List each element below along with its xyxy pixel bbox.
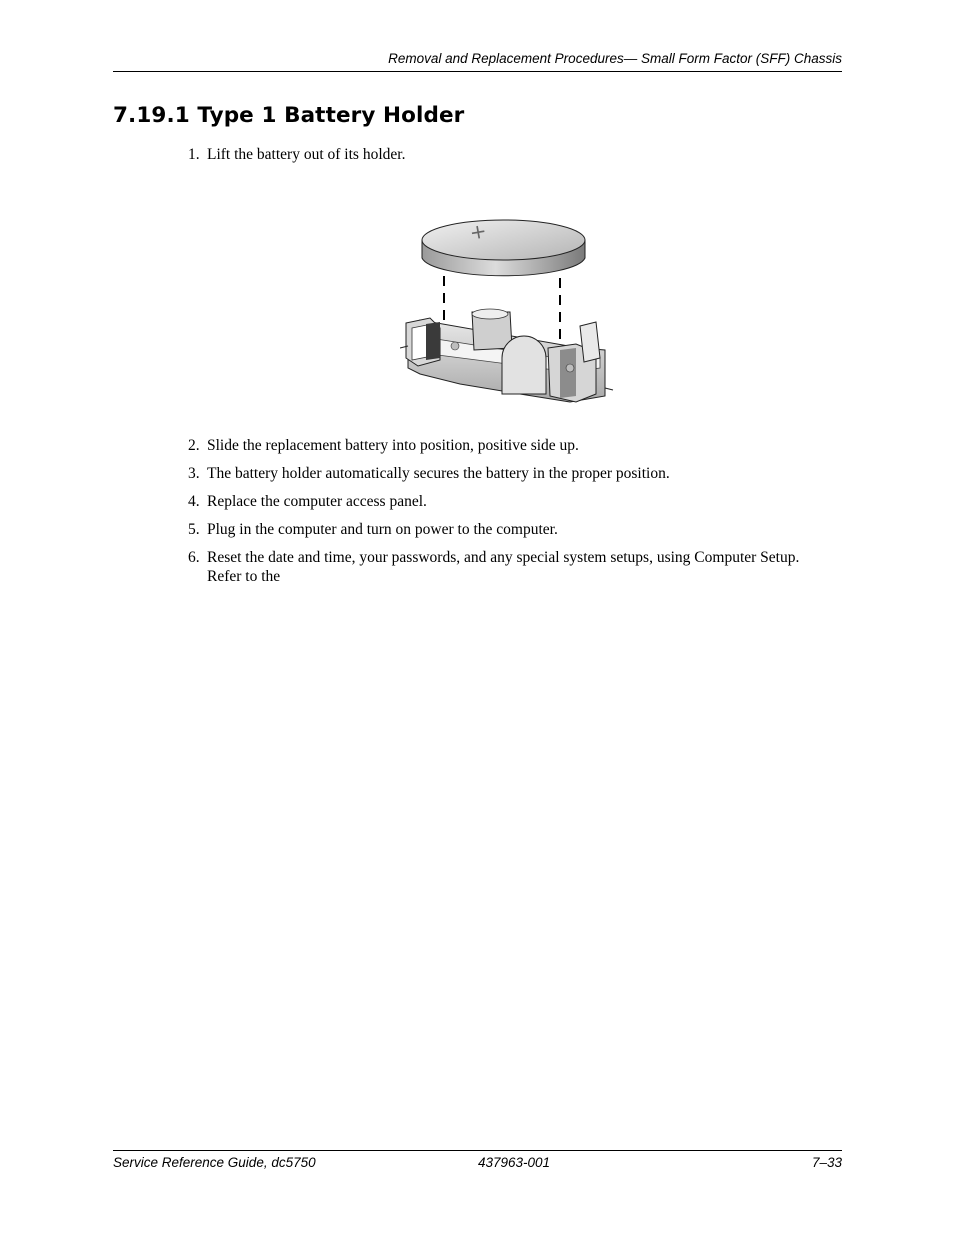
step-text: Reset the date and time, your passwords, and any special system setups, using Computer Setup. Refer to the bbox=[207, 549, 800, 585]
header-rule bbox=[113, 71, 842, 72]
step-number: 6. bbox=[188, 549, 200, 566]
battery-holder-drawing bbox=[400, 218, 615, 408]
step-number: 5. bbox=[188, 521, 200, 538]
footer-page-number: 7–33 bbox=[811, 1155, 842, 1170]
footer-rule bbox=[113, 1150, 842, 1151]
step-text: The battery holder automatically secures the battery in the proper position. bbox=[207, 465, 670, 482]
step-number: 3. bbox=[188, 465, 200, 482]
step-number: 1. bbox=[188, 146, 200, 163]
footer-part-number: 437963-001 bbox=[478, 1155, 551, 1170]
battery-holder-illustration bbox=[400, 218, 615, 408]
step-text: Plug in the computer and turn on power to the computer. bbox=[207, 521, 558, 538]
list-item-step-1 bbox=[188, 145, 828, 164]
step-number: 4. bbox=[188, 493, 200, 510]
step-number: 2. bbox=[188, 437, 200, 454]
list-item-step-6 bbox=[188, 548, 828, 586]
list-item-step-4 bbox=[188, 492, 828, 511]
section-title: 7.19.1 Type 1 Battery Holder bbox=[113, 103, 465, 128]
list-item-step-3 bbox=[188, 464, 828, 483]
running-header: Removal and Replacement Procedures— Small Form Factor (SFF) Chassis bbox=[388, 51, 842, 66]
battery-holder bbox=[400, 309, 613, 402]
list-item-step-5 bbox=[188, 520, 828, 539]
step-text: Replace the computer access panel. bbox=[207, 493, 427, 510]
coin-battery bbox=[422, 218, 585, 276]
footer-guide-title: Service Reference Guide, dc5750 bbox=[113, 1155, 316, 1170]
list-item-step-2 bbox=[188, 436, 828, 455]
positive-terminal-mark: + bbox=[467, 218, 489, 245]
step-text: Lift the battery out of its holder. bbox=[207, 146, 406, 163]
step-text: Slide the replacement battery into position, positive side up. bbox=[207, 437, 579, 454]
